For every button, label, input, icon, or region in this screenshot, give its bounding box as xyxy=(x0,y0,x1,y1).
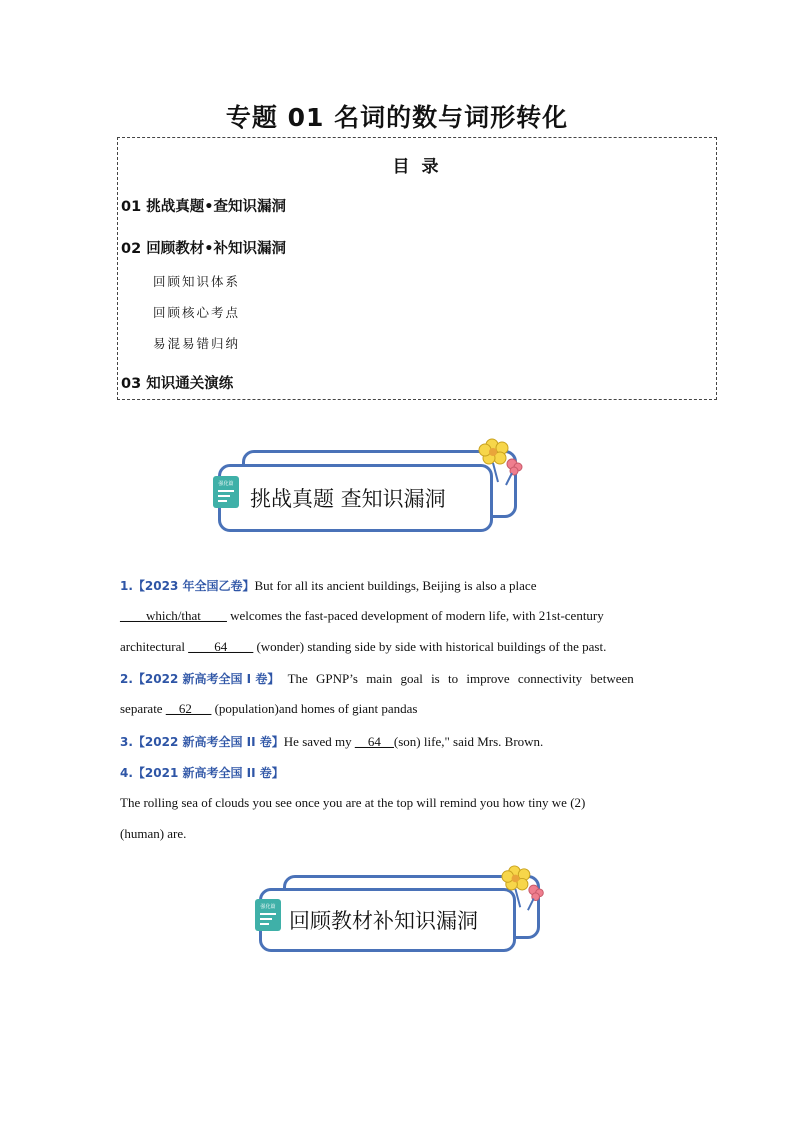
toc-subitem-confusing-errors[interactable]: 易混易错归纳 xyxy=(153,336,241,351)
section-banner-challenge xyxy=(210,437,530,537)
question-number: 4. xyxy=(120,766,133,780)
question-source: 【2022 新高考全国 I 卷】 xyxy=(132,672,280,686)
question-text: (son) life," said Mrs. Brown. xyxy=(393,734,544,749)
flower-icon xyxy=(478,437,530,489)
answer-blank: ____which/that____ xyxy=(120,608,227,623)
flower-icon xyxy=(501,864,551,914)
question-number: 2. xyxy=(120,672,133,686)
question-2-line-2 xyxy=(120,701,418,717)
toc-subitem-knowledge-system[interactable]: 回顾知识体系 xyxy=(153,274,241,289)
question-number: 1. xyxy=(120,579,133,593)
question-text: separate xyxy=(120,701,166,716)
toc-item-02[interactable]: 02 回顾教材•补知识漏洞 xyxy=(121,241,286,257)
table-of-contents xyxy=(117,137,717,400)
question-source: 【2021 新高考全国 II 卷】 xyxy=(132,766,284,780)
question-source: 【2023 年全国乙卷】 xyxy=(132,579,255,593)
badge-text: 强化篇 xyxy=(260,904,276,910)
question-source: 【2022 新高考全国 II 卷】 xyxy=(132,735,284,749)
question-2-line-1 xyxy=(120,670,634,687)
question-text: He saved my xyxy=(283,734,355,749)
toc-subitem-core-points[interactable]: 回顾核心考点 xyxy=(153,305,241,320)
question-1-line-2 xyxy=(120,608,604,624)
question-1-line-1 xyxy=(120,577,536,594)
question-text: architectural xyxy=(120,639,189,654)
question-1-line-3 xyxy=(120,639,606,655)
question-4-line-1: The rolling sea of clouds you see once you are at the top will remind you how tiny we (2) xyxy=(120,795,586,810)
question-text: welcomes the fast-paced development of modern life, with 21st-century xyxy=(226,608,604,623)
question-text: But for all its ancient buildings, Beijing is also a place xyxy=(254,578,537,593)
section-badge-icon xyxy=(213,476,239,508)
answer-blank: __64__ xyxy=(354,734,394,749)
page-title: 专题 01 名词的数与词形转化 xyxy=(225,103,569,132)
toc-item-03[interactable]: 03 知识通关演练 xyxy=(121,376,234,392)
question-text: (population)and homes of giant pandas xyxy=(211,701,418,716)
banner-title: 回顾教材补知识漏洞 xyxy=(289,909,478,933)
section-banner-review xyxy=(253,864,553,960)
toc-item-01[interactable]: 01 挑战真题•查知识漏洞 xyxy=(121,199,286,215)
banner-title: 挑战真题 查知识漏洞 xyxy=(250,487,446,511)
question-number: 3. xyxy=(120,735,133,749)
answer-blank: __62___ xyxy=(165,701,212,716)
question-text: (wonder) standing side by side with historical buildings of the past. xyxy=(253,639,607,654)
section-badge-icon xyxy=(255,899,281,931)
answer-blank: ____64____ xyxy=(188,639,254,654)
question-3 xyxy=(120,733,543,750)
toc-heading: 目 录 xyxy=(392,157,442,177)
question-4-header xyxy=(120,764,284,781)
question-4-line-2: (human) are. xyxy=(120,826,187,841)
badge-text: 强化篇 xyxy=(218,481,234,487)
question-text: The GPNP’s main goal is to improve connectivity between xyxy=(279,671,634,686)
